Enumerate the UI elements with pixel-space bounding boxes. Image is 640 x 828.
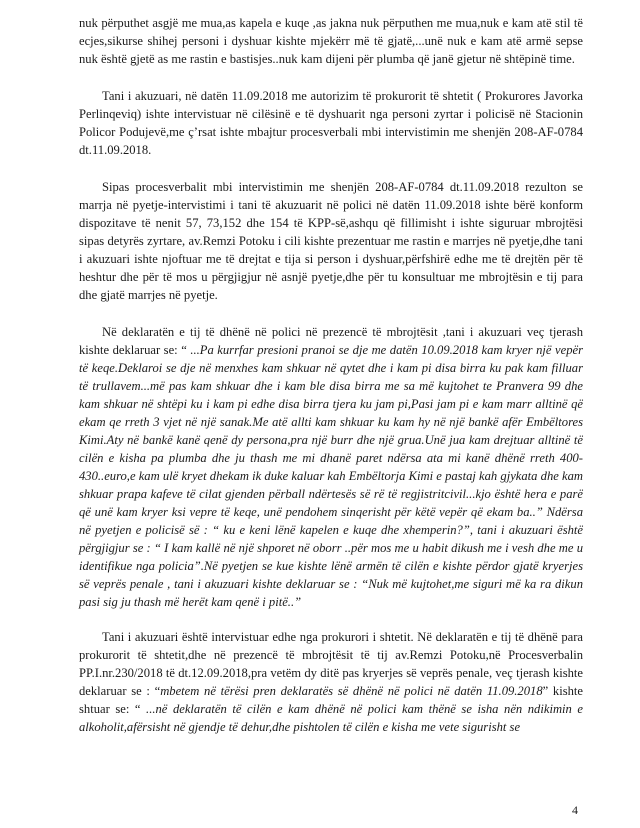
paragraph-3 <box>79 178 583 304</box>
document-body <box>79 14 583 755</box>
paragraph-2 <box>79 87 583 159</box>
italic-text-segment: ...në deklaratën të cilën e kam dhënë në polici kam thënë se isha nën ndikimin e alkoholit,afërsisht në gjendje të dehur,dhe pishtolen të cilën e kisha me vete sigurisht se <box>79 702 583 734</box>
text-segment: nuk përputhet asgjë me mua,as kapela e kuqe ,as jakna nuk përputhen me mua,nuk e kam atë stil të ecjes,sikurse shihej personi i dyshuar kishte mjekërr më të gjatë,...unë nuk e kam atë armë sepse nuk është gjetë as me rastin e bastisjes..nuk kam dijeni për plumba që janë gjetur në shtëpinë time. <box>79 16 583 66</box>
paragraph-5 <box>79 628 583 736</box>
text-segment: Tani i akuzuari është intervistuar edhe nga prokurori i shtetit. Në deklaratën e tij të dhënë para prokurorit të shtetit,dhe në prezencë të mbrojtësit të tij av.Remzi Potoku,në Procesverbalin PP.I.nr.230/2018 të dt.12.09.2018,pra vetëm dy ditë pas kryerjes së veprës penale, veç tjerash kishte deklaruar se : “ <box>79 630 583 698</box>
italic-text-segment: ...Pa kurrfar presioni pranoi se dje me datën 10.09.2018 kam kryer një vepër të keqe. <box>79 343 583 375</box>
paragraph-4 <box>79 323 583 611</box>
text-segment: ” kishte shtuar se: “ <box>79 684 583 716</box>
paragraph-1 <box>79 14 583 68</box>
text-segment: Tani i akuzuari, në datën 11.09.2018 me autorizim të prokurorit të shtetit ( Prokurores Javorka Perlinqeviq) ishte intervistuar në cilësinë e të dyshuarit nga personi zyrtar i policisë në Stacionin Policor Podujevë,me ç’rsat ishte mbajtur procesverbali mbi intervistimin me shenjën 208-AF-0784 dt.11.09.2018. <box>79 89 583 157</box>
page-number: 4 <box>572 803 578 817</box>
text-segment: Në deklaratën e tij të dhënë në polici në prezencë të mbrojtësit ,tani i akuzuari veç tjerash kishte deklaruar se: “ <box>79 325 583 357</box>
italic-text-segment: mbetem në tërësi pren deklaratës së dhënë në polici në datën 11.09.2018 <box>160 684 543 698</box>
text-segment: Sipas procesverbalit mbi intervistimin me shenjën 208-AF-0784 dt.11.09.2018 rezulton se marrja në pyetje-intervistimi i tani të akuzuarit në polici në datën 11.09.2018 ishte bërë konform dispozitave të nenit 57, 73,152 dhe 154 të KPP-së,ashqu që fillimisht i ishte siguruar mbrojtësi sipas detyrës zyrtare, av.Remzi Potoku i cili kishte prezentuar me rastin e marrjes në pyetje,dhe tani i akuzuari ishte njoftuar me të drejtat e tija si person i dyshuar,përfshirë edhe me të drejtën për të heshtur dhe për të mos u përgjigjur në asnjë pyetje,dhe për tu konsultuar me mbrojtësin e tij para dhe gjatë marrjes në pyetje. <box>79 180 583 302</box>
italic-text-segment: Deklaroi se dje në menxhes kam shkuar në qytet dhe i kam pi disa birra ku pak kam filluar të trullavem...më pas kam shkuar dhe i kam ble disa birra me sa më kujtohet te Pranvera 99 dhe kam shkuar në shtëpi ku i kam pi edhe disa birra tjera ku jam pi,Pasi jam pi e kam marr alltinë që ekam qe rreth 3 vjet në një sanak.Me atë allti kam shkuar ku kam hy në një bankë afër Embëltores Kimi.Aty në bankë kanë qenë dy persona,pra një burr dhe një grua.Unë jua kam drejtuar alltinë të cilën e kisha pa plumba dhe ju thash me mi dhanë paret ndërsa ata mi kanë dhënë rreth 400-430..euro,e kam ulë kryet dhekam ik duke kaluar kah Embëltorja Kimi e pastaj kah gjykata dhe kam shkuar prapa kafeve të cilat gjenden përball ndërtesës së rë të regjistritcivil...kjo është hera e parë që unë kam kryer ksi vepre të keqe, unë pendohem sinqerisht për këtë vepër që ekam ba..” Ndërsa në pyetjen e policisë së : “ ku e keni lënë kapelen e kuqe dhe xhemperin?”, tani i akuzuari është përgjigjur se : “ I kam kallë në një shporet në oborr ..për mos me u habit dikush me i vesh dhe me u identifikue nga policia”.Në pyetjen se kue kishte lënë armën të cilën e kishte përdor gjatë kryerjes së veprës penale , tani i akuzuari kishte deklaruar se : “Nuk më kujtohet,me siguri më ka ra dikun pasi sig ju thash më herët kam qenë i pitë..” <box>79 361 584 609</box>
